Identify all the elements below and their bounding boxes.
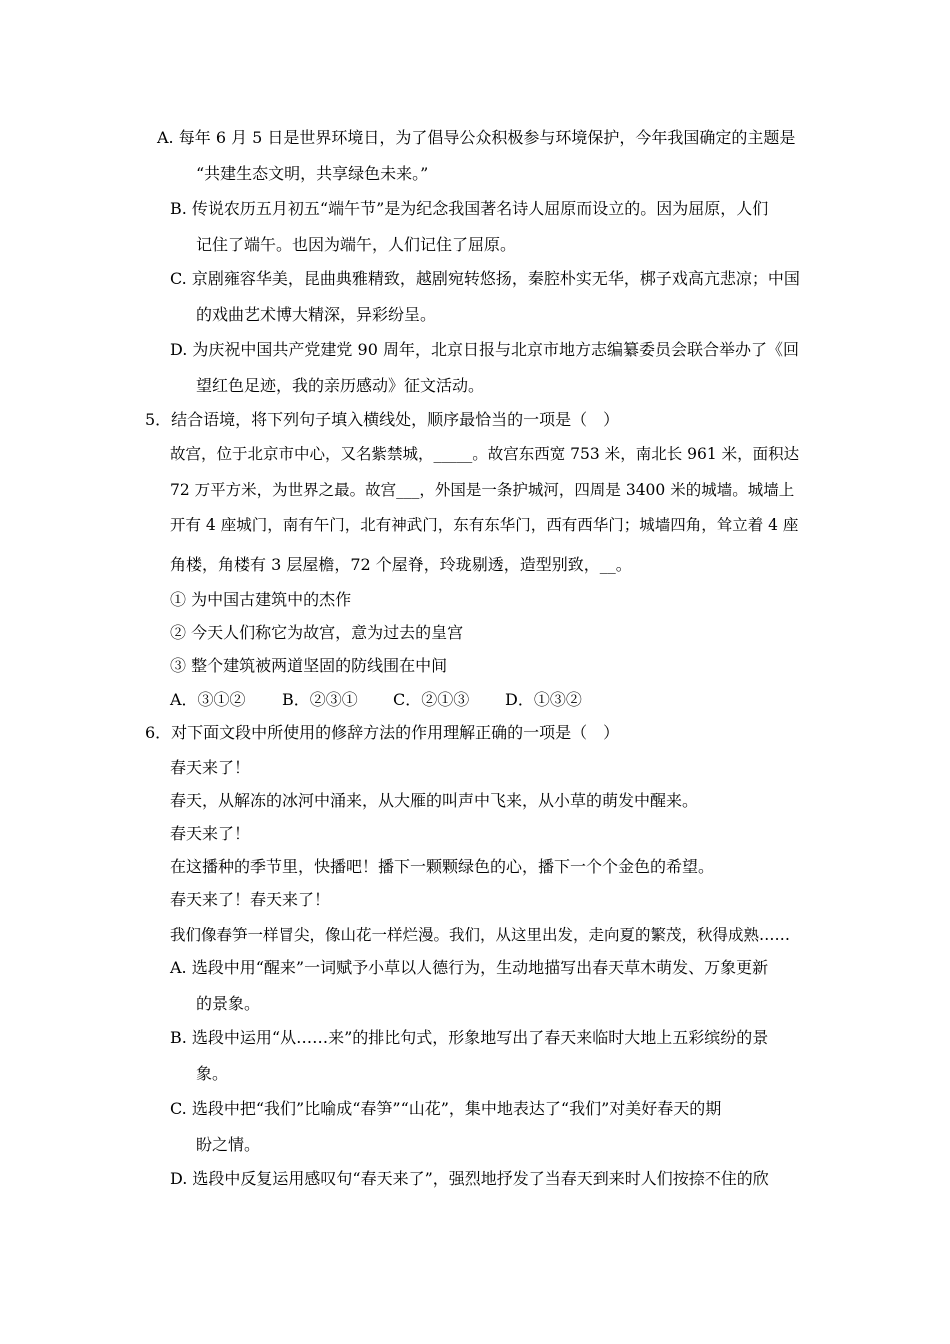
q6-passage-line: 春天来了！ xyxy=(170,758,251,777)
q5-option-a: A．③①② xyxy=(170,690,246,709)
q5-passage-line: 故宫，位于北京市中心，又名紫禁城，_____。故宫东西宽 753 米，南北长 961 米，面积达 xyxy=(170,445,800,463)
q4-option-c-line2: 的戏曲艺术博大精深，异彩纷呈。 xyxy=(196,305,437,324)
q6-option-c-line1: C. 选段中把“我们”比喻成“春笋”“山花”，集中地表达了“我们”对美好春天的期 xyxy=(170,1099,722,1118)
q6-option-a-line1: A. 选段中用“醒来”一词赋予小草以人德行为，生动地描写出春天草木萌发、万象更新 xyxy=(170,958,769,977)
q5-passage-line: 72 万平方米，为世界之最。故宫___，外国是一条护城河，四周是 3400 米的城墙。城墙上 xyxy=(170,481,795,499)
q6-option-a-line2: 的景象。 xyxy=(196,994,261,1013)
q5-passage-line: 开有 4 座城门，南有午门，北有神武门，东有东华门，西有西华门；城墙四角，耸立着 4 座 xyxy=(170,516,799,534)
q6-passage-line: 春天来了！春天来了！ xyxy=(170,890,331,909)
q4-option-a-line1: A. 每年 6 月 5 日是世界环境日，为了倡导公众积极参与环境保护，今年我国确定的主题是 xyxy=(157,128,796,147)
q5-option-d: D．①③② xyxy=(505,690,582,709)
q6-passage-line: 在这播种的季节里，快播吧！播下一颗颗绿色的心，播下一个个金色的希望。 xyxy=(170,857,715,876)
q4-option-c-line1: C. 京剧雍容华美，昆曲典雅精致，越剧宛转悠扬，秦腔朴实无华，梆子戏高亢悲凉；中国 xyxy=(170,269,800,288)
q5-option-c: C．②①③ xyxy=(393,690,470,709)
q5-passage-line: 角楼，角楼有 3 层屋檐，72 个屋脊，玲珑剔透，造型别致，__。 xyxy=(170,555,632,574)
q6-passage-line: 春天来了！ xyxy=(170,824,251,843)
q5-sentence-1: ① 为中国古建筑中的杰作 xyxy=(170,590,352,609)
q5-stem: 5．结合语境，将下列句子填入横线处，顺序最恰当的一项是（ ） xyxy=(145,410,620,429)
q6-option-c-line2: 盼之情。 xyxy=(196,1135,261,1154)
q4-option-a-line2: “共建生态文明，共享绿色未来。” xyxy=(196,164,429,183)
q6-option-b-line1: B. 选段中运用“从……来”的排比句式，形象地写出了春天来临时大地上五彩缤纷的景 xyxy=(170,1028,769,1047)
q6-option-d-line1: D. 选段中反复运用感叹句“春天来了”，强烈地抒发了当春天到来时人们按捺不住的欣 xyxy=(170,1169,769,1188)
q6-passage-line: 我们像春笋一样冒尖，像山花一样烂漫。我们，从这里出发，走向夏的繁茂，秋得成熟…… xyxy=(170,926,791,944)
q6-stem: 6．对下面文段中所使用的修辞方法的作用理解正确的一项是（ ） xyxy=(145,723,620,742)
q4-option-d-line1: D. 为庆祝中国共产党建党 90 周年，北京日报与北京市地方志编纂委员会联合举办了《回 xyxy=(170,340,799,359)
q6-option-b-line2: 象。 xyxy=(196,1064,229,1083)
q4-option-d-line2: 望红色足迹，我的亲历感动》征文活动。 xyxy=(196,376,485,395)
q4-option-b-line2: 记住了端午。也因为端午，人们记住了屈原。 xyxy=(196,235,517,254)
q4-option-b-line1: B. 传说农历五月初五“端午节”是为纪念我国著名诗人屈原而设立的。因为屈原，人们 xyxy=(170,199,769,218)
q5-option-b: B．②③① xyxy=(282,690,358,709)
q6-passage-line: 春天，从解冻的冰河中涌来，从大雁的叫声中飞来，从小草的萌发中醒来。 xyxy=(170,791,699,810)
q5-sentence-3: ③ 整个建筑被两道坚固的防线围在中间 xyxy=(170,656,448,675)
q5-sentence-2: ② 今天人们称它为故宫，意为过去的皇宫 xyxy=(170,623,464,642)
